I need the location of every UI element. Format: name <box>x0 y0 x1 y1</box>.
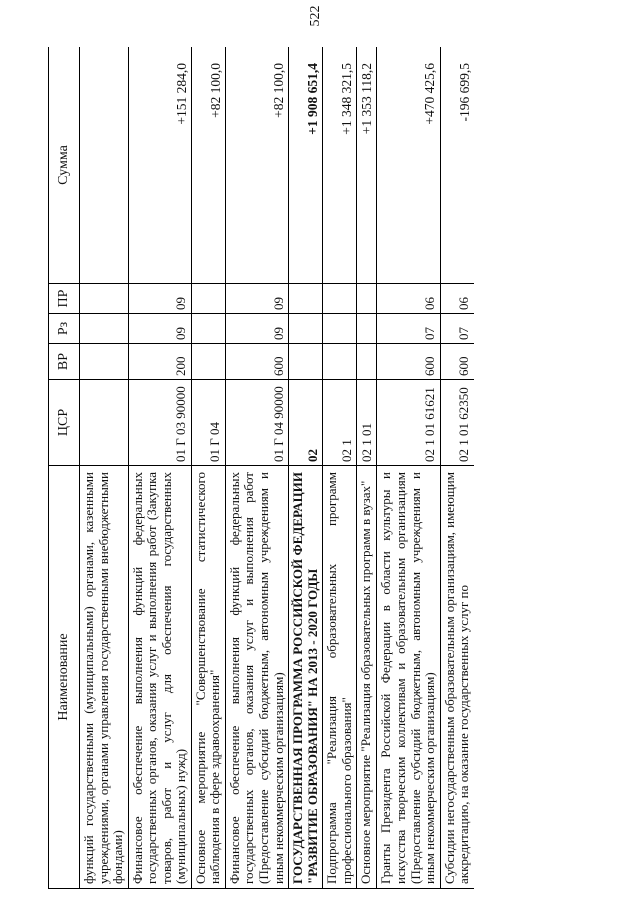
row-rz <box>191 314 225 344</box>
row-sum: +470 425,6 <box>377 47 440 284</box>
row-sum: +1 908 651,4 <box>289 47 323 284</box>
row-pr: 06 <box>377 284 440 314</box>
row-name: Основное мероприятие "Совершенствование статистического наблюдения в сфере здравоохранения" <box>191 466 225 889</box>
row-csr: 02 1 01 <box>357 380 377 466</box>
row-csr <box>80 380 129 466</box>
table-row <box>225 47 288 889</box>
table-row <box>440 47 474 889</box>
row-rz <box>289 314 323 344</box>
row-sum: +82 100,0 <box>191 47 225 284</box>
row-rz: 09 <box>225 314 288 344</box>
row-name: Гранты Президента Российской Федерации в области культуры и искусства творческим коллективам и образовательным организациям (Предоставление субсидий бюджетным, автономным учреждениям и иным некоммерческим организациям) <box>377 466 440 889</box>
row-vr <box>191 344 225 380</box>
row-sum: +1 353 118,2 <box>357 47 377 284</box>
row-vr <box>323 344 357 380</box>
row-name: Подпрограмма "Реализация образовательных программ профессионального образования" <box>323 466 357 889</box>
row-sum: +82 100,0 <box>225 47 288 284</box>
row-vr <box>80 344 129 380</box>
row-name: Субсидии негосударственным образовательным организациям, имеющим аккредитацию, на оказание государственных услуг по <box>440 466 474 889</box>
row-pr <box>289 284 323 314</box>
row-vr <box>357 344 377 380</box>
row-pr <box>357 284 377 314</box>
row-csr: 02 1 01 61621 <box>377 380 440 466</box>
row-csr: 01 Г 04 <box>191 380 225 466</box>
row-rz <box>357 314 377 344</box>
header-name: Наименование <box>49 466 80 889</box>
table-row <box>191 47 225 889</box>
row-sum <box>80 47 129 284</box>
row-pr: 09 <box>225 284 288 314</box>
row-vr <box>289 344 323 380</box>
row-pr: 06 <box>440 284 474 314</box>
row-sum: -196 699,5 <box>440 47 474 284</box>
row-rz <box>323 314 357 344</box>
table-row-program <box>289 47 323 889</box>
row-pr <box>80 284 129 314</box>
page-number: 522 <box>308 5 323 27</box>
row-vr: 200 <box>128 344 191 380</box>
row-csr: 02 1 <box>323 380 357 466</box>
header-pr: ПР <box>49 284 80 314</box>
row-name: ГОСУДАРСТВЕННАЯ ПРОГРАММА РОССИЙСКОЙ ФЕДЕРАЦИИ "РАЗВИТИЕ ОБРАЗОВАНИЯ" НА 2013 - 2020 ГОДЫ <box>289 466 323 889</box>
row-sum: +151 284,0 <box>128 47 191 284</box>
row-csr: 02 <box>289 380 323 466</box>
budget-table <box>48 47 474 889</box>
row-name: Основное мероприятие "Реализация образовательных программ в вузах" <box>357 466 377 889</box>
header-vr: ВР <box>49 344 80 380</box>
row-rz <box>80 314 129 344</box>
row-name: функций государственными (муниципальными) органами, казенными учреждениями, органами управления государственными внебюджетными фондами) <box>80 466 129 889</box>
row-pr <box>323 284 357 314</box>
row-csr: 01 Г 03 90000 <box>128 380 191 466</box>
table-row <box>80 47 129 889</box>
row-csr: 02 1 01 62350 <box>440 380 474 466</box>
row-rz: 09 <box>128 314 191 344</box>
header-rz: Рз <box>49 314 80 344</box>
table-row <box>357 47 377 889</box>
row-sum: +1 348 321,5 <box>323 47 357 284</box>
row-pr <box>191 284 225 314</box>
table-wrapper <box>48 47 603 889</box>
row-csr: 01 Г 04 90000 <box>225 380 288 466</box>
header-row <box>49 47 80 889</box>
row-rz: 07 <box>440 314 474 344</box>
row-rz: 07 <box>377 314 440 344</box>
table-row <box>128 47 191 889</box>
rotated-page <box>48 47 603 889</box>
table-row <box>323 47 357 889</box>
row-name: Финансовое обеспечение выполнения функций федеральных государственных органов, оказания услуг и выполнения работ (Закупка товаров, работ и услуг для обеспечения государственных (муниципальных) нужд) <box>128 466 191 889</box>
row-name: Финансовое обеспечение выполнения функций федеральных государственных органов, оказания услуг и выполнения работ (Предоставление субсидий бюджетным, автономным учреждениям и иным некоммерческим организациям) <box>225 466 288 889</box>
table-row <box>377 47 440 889</box>
header-sum: Сумма <box>49 47 80 284</box>
row-pr: 09 <box>128 284 191 314</box>
header-csr: ЦСР <box>49 380 80 466</box>
row-vr: 600 <box>225 344 288 380</box>
row-vr: 600 <box>377 344 440 380</box>
table-header <box>49 47 80 889</box>
row-vr: 600 <box>440 344 474 380</box>
table-body <box>80 47 474 889</box>
